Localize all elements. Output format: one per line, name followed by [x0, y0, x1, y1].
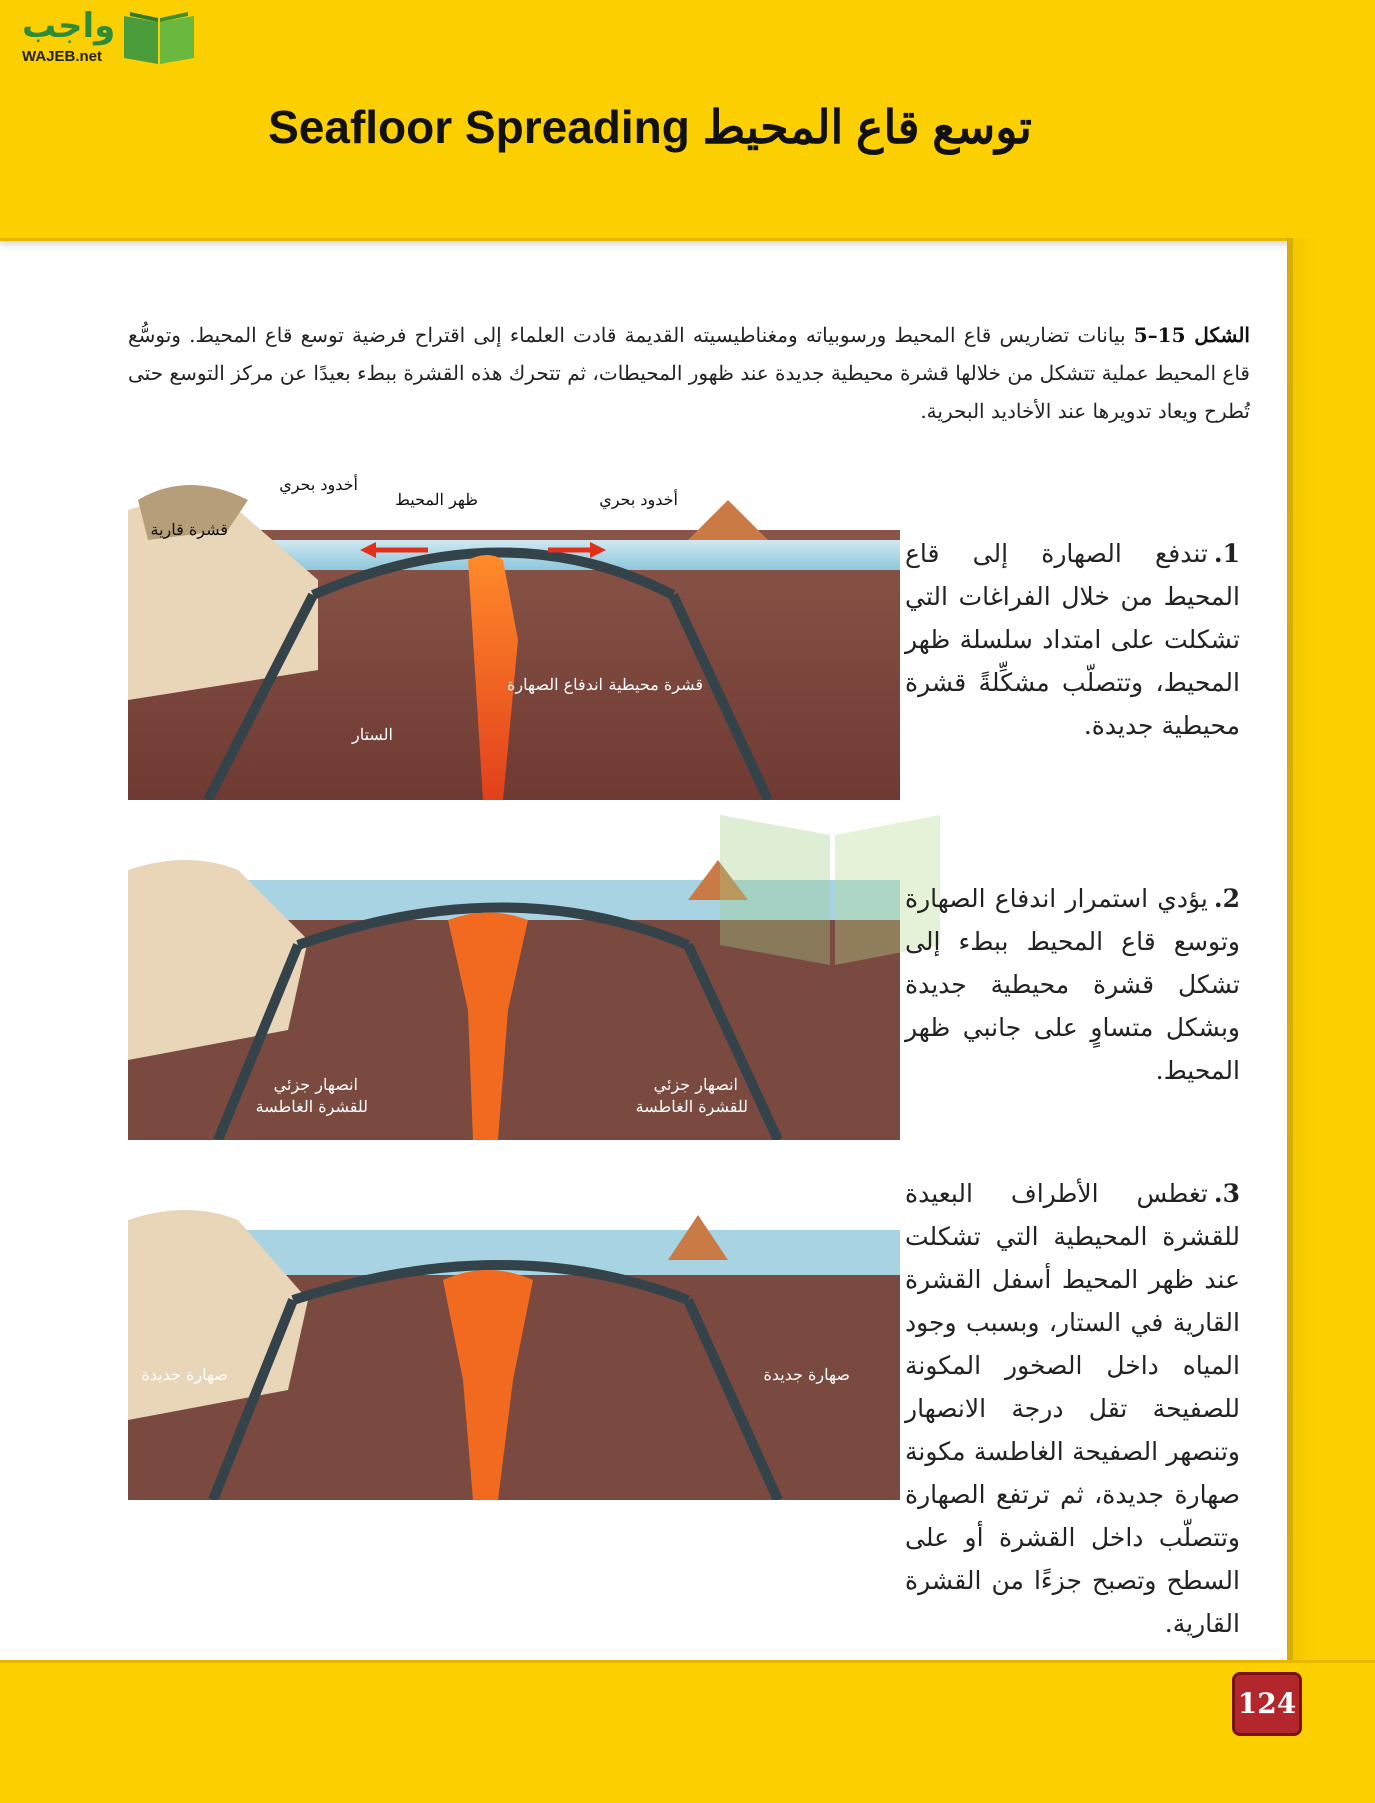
- label-mantle: الستار: [351, 725, 393, 744]
- label-new-magma-right: صهارة جديدة: [763, 1365, 850, 1384]
- figure-caption: [128, 316, 1250, 430]
- label-continental-crust: قشرة قارية: [150, 520, 228, 539]
- step-3-number: 3.: [1213, 1179, 1240, 1208]
- step-2: [905, 877, 1240, 1092]
- step-3-text: تغطس الأطراف البعيدة للقشرة المحيطية التي تشكلت عند ظهر المحيط أسفل القشرة القارية في الستار، وبسبب وجود المياه داخل الصخور المكونة للصفيحة تقل درجة الانصهار وتنصهر الصفيحة الغاطسة مكونة صهارة جديدة، ثم ترتفع الصهارة وتتصلّب داخل القشرة أو على السطح وتصبح جزءًا من القشرة القارية.: [905, 1179, 1240, 1638]
- label-partial-melt-right-1: انصهار جزئي: [653, 1075, 738, 1094]
- label-magma-upwelling: اندفاع الصهارة: [506, 675, 603, 694]
- watermark-logo: [430, 805, 950, 975]
- figure-1-diagram: [128, 470, 900, 800]
- caption-text: بيانات تضاريس قاع المحيط ورسوبياته ومغناطيسيته القديمة قادت العلماء إلى اقتراح فرضية توسع قاع المحيط. وتوسُّع قاع المحيط عملية تتشكل من خلالها قشرة محيطية جديدة عند ظهور المحيطات، ثم تتحرك هذه القشرة ببطء بعيدًا عن مركز التوسع حتى تُطرح ويعاد تدويرها عند الأخاديد البحرية.: [128, 323, 1250, 423]
- logo-arabic: واجب: [22, 6, 116, 46]
- label-partial-melt-left-1: انصهار جزئي: [273, 1075, 358, 1094]
- step-2-text: يؤدي استمرار اندفاع الصهارة وتوسع قاع المحيط ببطء إلى تشكل قشرة محيطية جديدة وبشكل متساوٍ على جانبي ظهر المحيط.: [905, 884, 1240, 1085]
- step-3: [905, 1172, 1240, 1645]
- step-1: [905, 532, 1240, 747]
- volcano: [688, 500, 768, 540]
- book-icon: [120, 8, 198, 66]
- side-band: [1287, 238, 1375, 1660]
- step-2-number: 2.: [1213, 884, 1240, 913]
- label-oceanic-crust: قشرة محيطية: [608, 675, 703, 694]
- step-1-text: تندفع الصهارة إلى قاع المحيط من خلال الفراغات التي تشكلت على امتداد سلسلة ظهر المحيط، وتتصلّب مشكِّلةً قشرة محيطية جديدة.: [905, 539, 1240, 740]
- figure-3-diagram: [128, 1200, 900, 1500]
- label-trench-left: أخدود بحري: [279, 475, 358, 494]
- page-number: 124: [1232, 1672, 1302, 1736]
- step-1-number: 1.: [1213, 539, 1240, 568]
- label-partial-melt-left-2: للقشرة الغاطسة: [255, 1097, 368, 1116]
- label-ridge: ظهر المحيط: [395, 490, 478, 509]
- figure-label: الشكل 15–5: [1133, 323, 1250, 347]
- page-title: توسع قاع المحيط Seafloor Spreading: [268, 101, 1032, 153]
- site-logo[interactable]: [10, 6, 190, 68]
- label-partial-melt-right-2: للقشرة الغاطسة: [635, 1097, 748, 1116]
- footer-band: [0, 1660, 1375, 1803]
- label-new-magma-left: صهارة جديدة: [141, 1365, 228, 1384]
- logo-latin: WAJEB.net: [22, 48, 103, 65]
- label-trench-right: أخدود بحري: [599, 490, 678, 509]
